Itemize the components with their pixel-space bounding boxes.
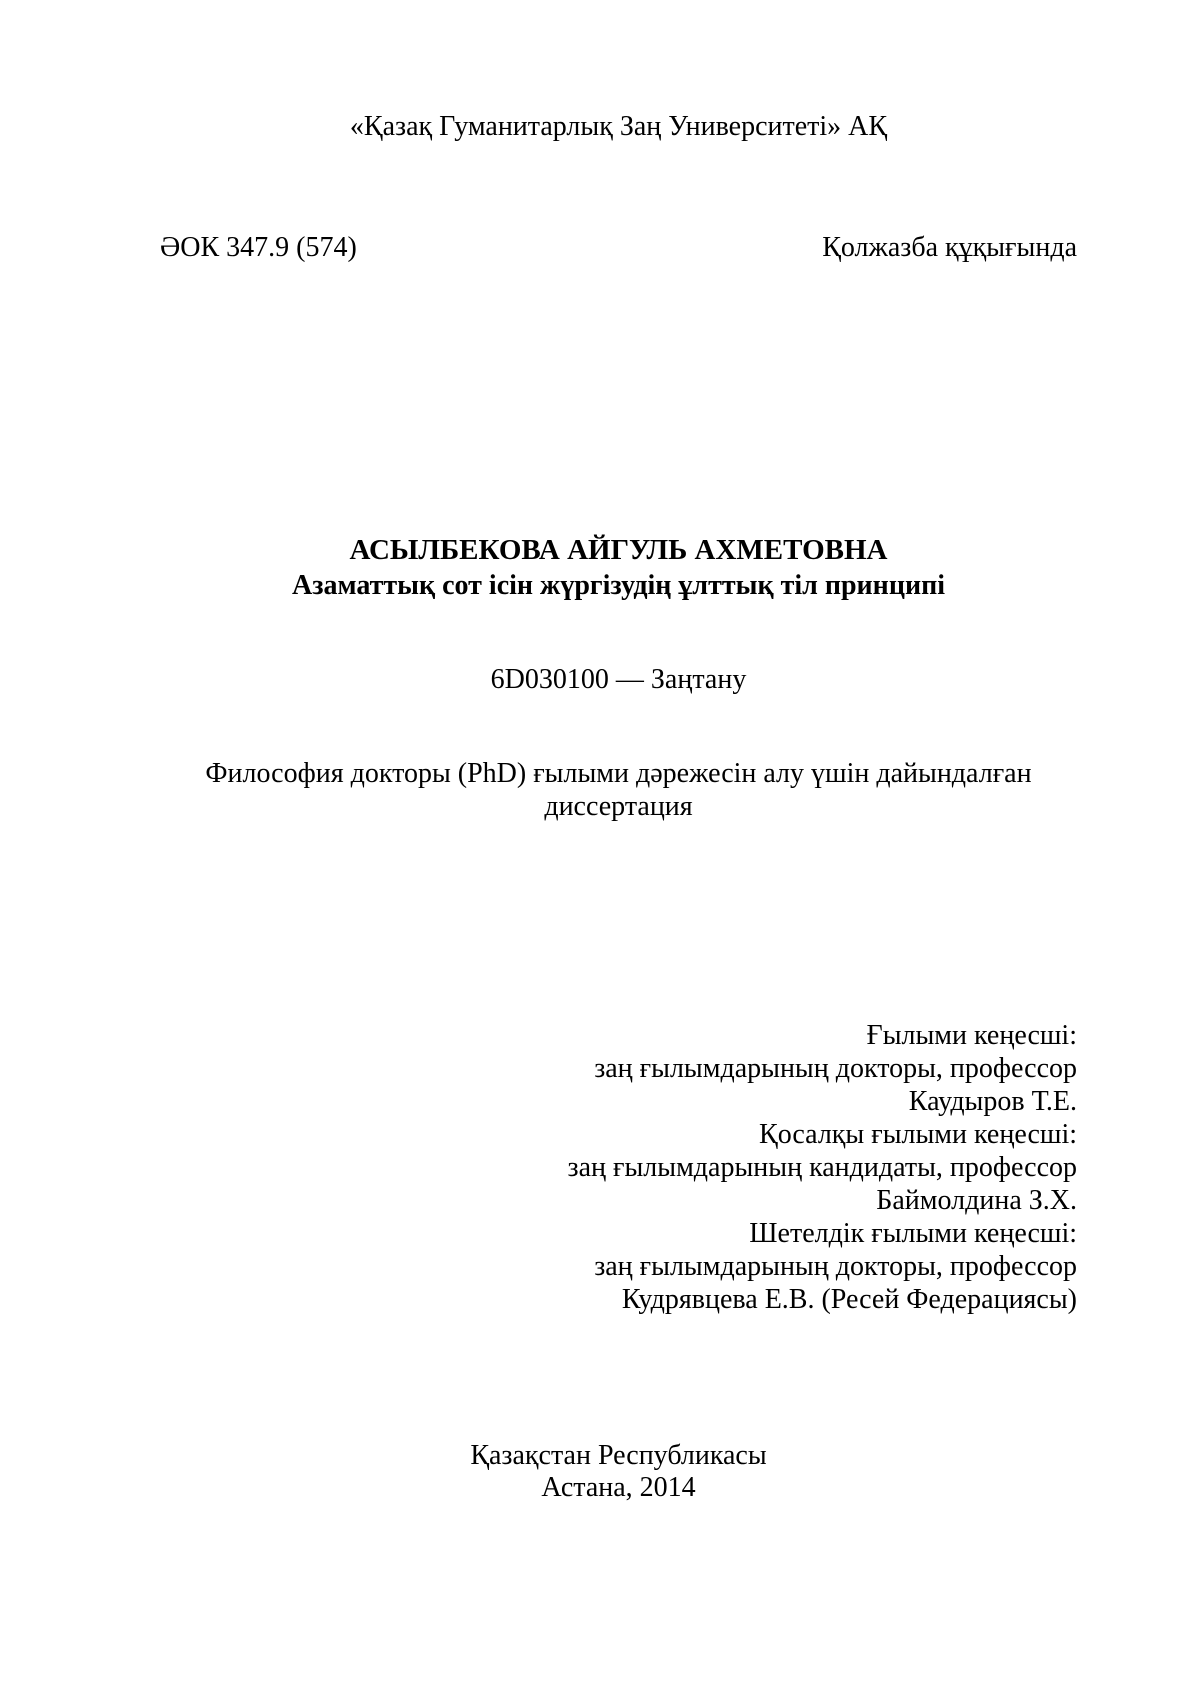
specialty-code: 6D030100 — Заңтану [490,664,747,695]
degree-statement [160,757,1077,823]
dissertation-title: Азаматтық сот ісін жүргізудің ұлттық тіл принципі [291,570,945,601]
co-advisor-role-label: Қосалқы ғылыми кеңесші: [759,1119,1077,1150]
udc-row [160,231,1077,264]
co-advisor-degree-line: заң ғылымдарының кандидаты, профессор [567,1152,1077,1183]
foreign-advisor-name: Кудрявцева Е.В. (Ресей Федерациясы) [621,1284,1077,1315]
footer-block [160,1440,1077,1504]
degree-statement-line1: Философия докторы (PhD) ғылыми дәрежесін алу үшін дайындалған [205,758,1032,789]
co-advisor-name: Баймолдина З.Х. [876,1185,1077,1216]
advisor-role-label: Ғылыми кеңесші: [866,1020,1077,1051]
city-year: Астана, 2014 [541,1472,696,1503]
udc-code: ӘОК 347.9 (574) [160,232,357,263]
title-block [160,533,1077,603]
university-name: «Қазақ Гуманитарлық Заң Университеті» АҚ [349,111,888,142]
foreign-advisor-degree-line: заң ғылымдарының докторы, профессор [594,1251,1077,1282]
foreign-advisor-role-label: Шетелдік ғылыми кеңесші: [749,1218,1077,1249]
manuscript-right-note: Қолжазба құқығында [822,232,1077,263]
author-name: АСЫЛБЕКОВА АЙГУЛЬ АХМЕТОВНА [349,534,888,566]
country-name: Қазақстан Республикасы [470,1440,767,1471]
advisor-name: Каудыров Т.Е. [908,1086,1077,1117]
advisor-degree-line: заң ғылымдарының докторы, профессор [594,1053,1077,1084]
degree-statement-line2: диссертация [544,791,693,822]
advisors-block [160,1019,1077,1316]
